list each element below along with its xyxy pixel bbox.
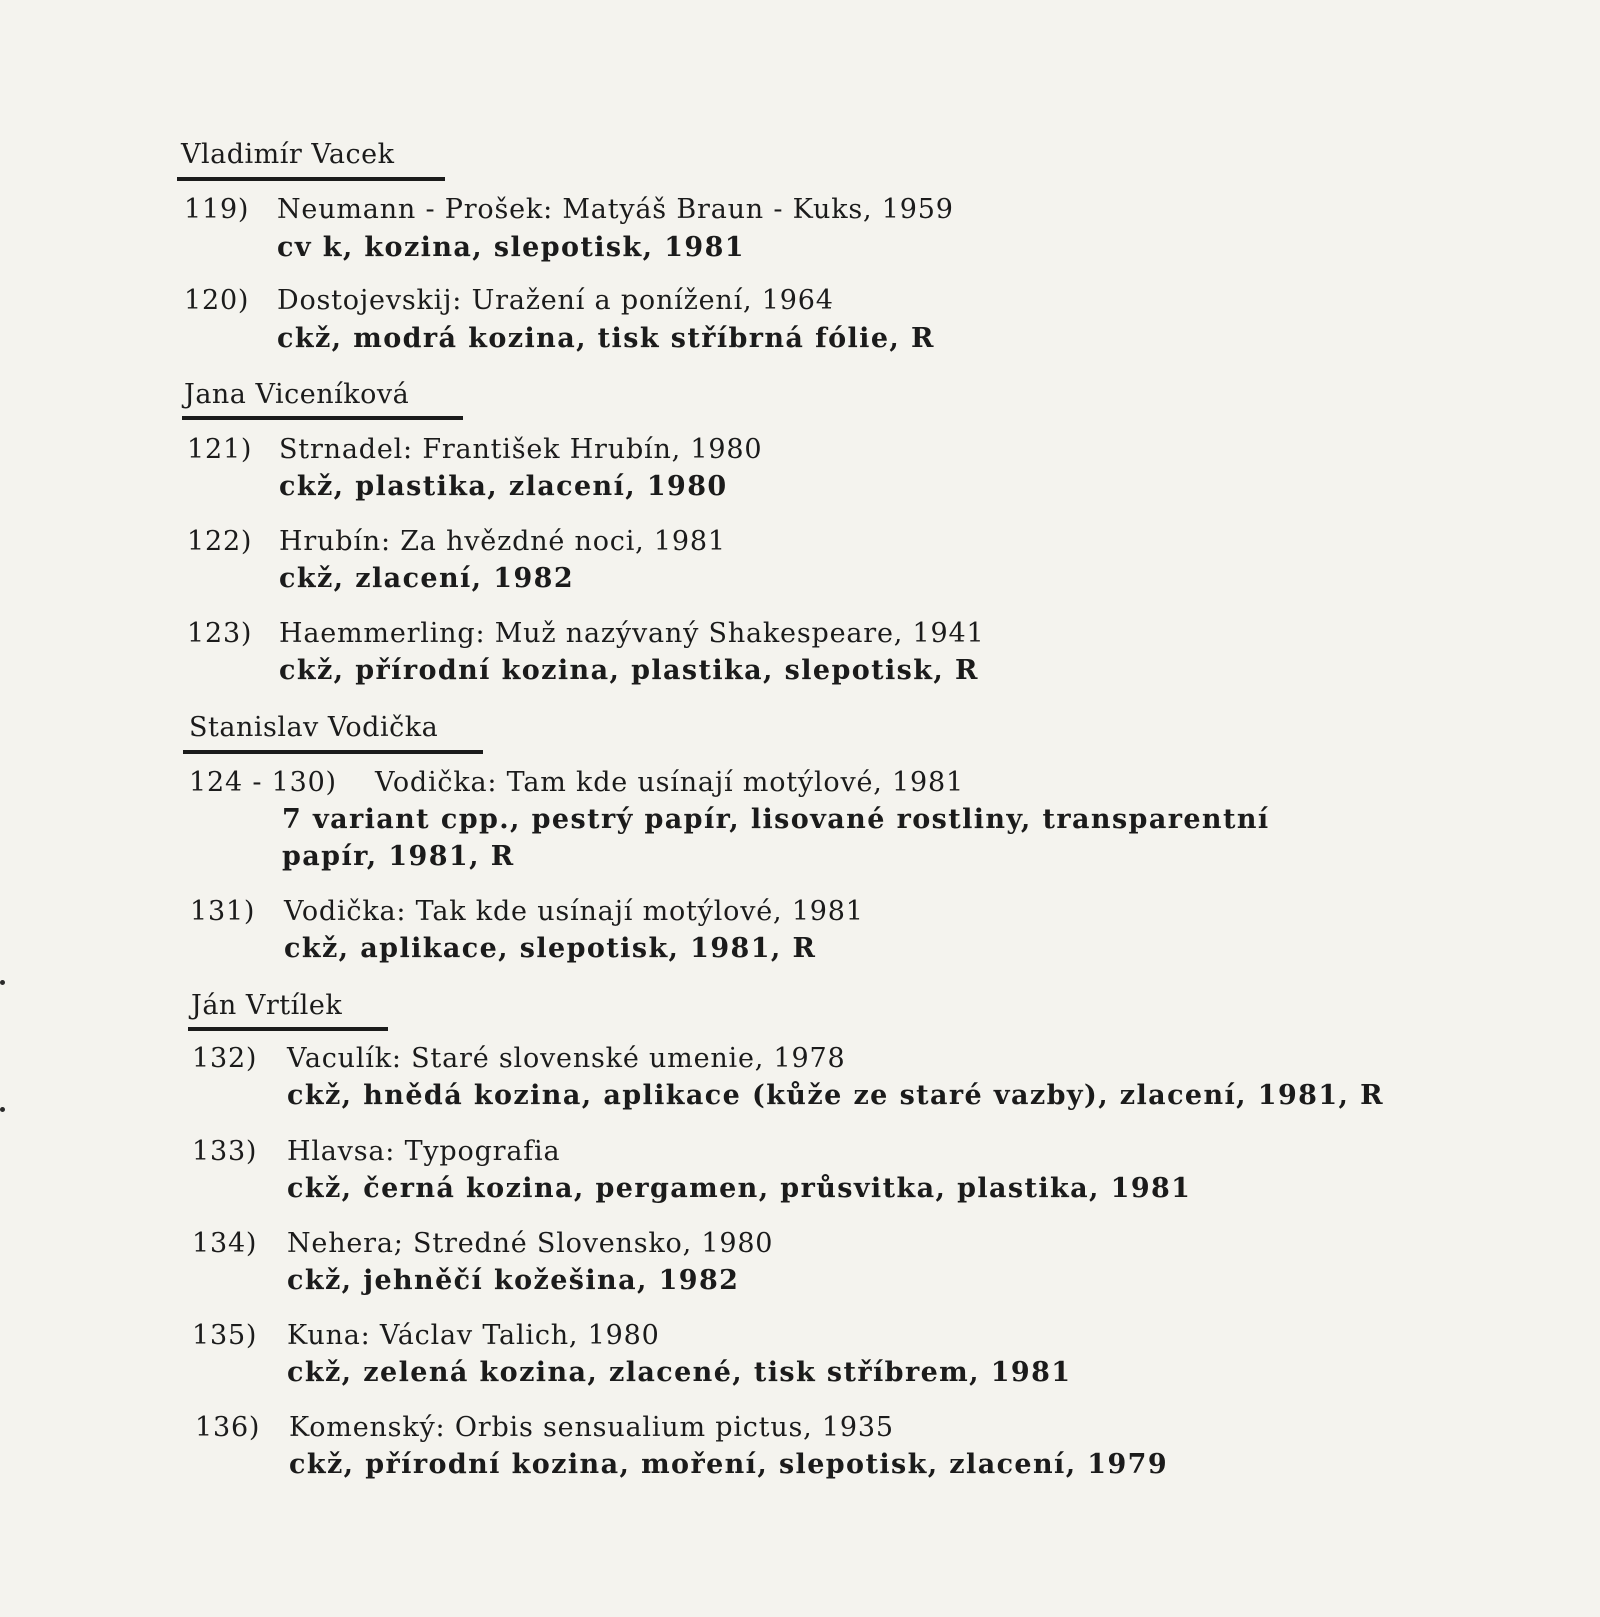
author-heading: Vladimír Vacek xyxy=(181,139,395,170)
entry-title: Nehera; Stredné Slovensko, 1980 xyxy=(287,1228,774,1259)
entry-detail: ckž, aplikace, slepotisk, 1981, R xyxy=(284,933,817,964)
entry-number: 122) xyxy=(187,526,253,557)
entry-title: Haemmerling: Muž nazývaný Shakespeare, 1941 xyxy=(279,618,985,649)
entry-number: 119) xyxy=(184,194,250,225)
author-underline xyxy=(188,1027,388,1031)
entry-detail: ckž, zelená kozina, zlacené, tisk stříbrem, 1981 xyxy=(287,1357,1072,1388)
binding-hole-mark xyxy=(0,1107,5,1112)
entry-title: Vodička: Tak kde usínají motýlové, 1981 xyxy=(284,896,864,927)
entry-number: 134) xyxy=(192,1228,258,1259)
entry-number: 123) xyxy=(187,618,253,649)
entry-detail: ckž, plastika, zlacení, 1980 xyxy=(279,471,728,502)
author-heading: Stanislav Vodička xyxy=(189,712,439,743)
entry-title: Hrubín: Za hvězdné noci, 1981 xyxy=(279,526,726,557)
author-underline xyxy=(177,177,445,181)
author-heading: Jana Viceníková xyxy=(184,379,410,410)
entry-title: Hlavsa: Typografia xyxy=(287,1136,561,1167)
entry-detail: 7 variant cpp., pestrý papír, lisované rostliny, transparentní xyxy=(282,804,1270,835)
entry-title: Kuna: Václav Talich, 1980 xyxy=(287,1320,660,1351)
entry-title: Dostojevskij: Uražení a ponížení, 1964 xyxy=(277,285,834,316)
entry-detail: ckž, přírodní kozina, plastika, slepotisk, R xyxy=(279,655,979,686)
entry-detail: ckž, přírodní kozina, moření, slepotisk, zlacení, 1979 xyxy=(289,1449,1169,1480)
entry-detail: ckž, hnědá kozina, aplikace (kůže ze staré vazby), zlacení, 1981, R xyxy=(287,1080,1384,1111)
entry-number: 120) xyxy=(184,285,250,316)
entry-number: 135) xyxy=(192,1320,258,1351)
entry-number: 124 - 130) xyxy=(189,767,337,798)
entry-title: Neumann - Prošek: Matyáš Braun - Kuks, 1959 xyxy=(277,194,954,225)
entry-number: 132) xyxy=(192,1043,258,1074)
entry-title: Vodička: Tam kde usínají motýlové, 1981 xyxy=(375,767,964,798)
entry-detail: ckž, jehněčí kožešina, 1982 xyxy=(287,1265,740,1296)
entry-title: Strnadel: František Hrubín, 1980 xyxy=(279,434,763,465)
entry-title: Komenský: Orbis sensualium pictus, 1935 xyxy=(289,1412,894,1443)
entry-number: 131) xyxy=(190,896,256,927)
entry-detail: ckž, zlacení, 1982 xyxy=(279,563,575,594)
entry-detail: papír, 1981, R xyxy=(282,841,515,872)
author-underline xyxy=(183,750,483,754)
entry-number: 136) xyxy=(195,1412,261,1443)
entry-number: 133) xyxy=(192,1136,258,1167)
binding-hole-mark xyxy=(0,980,5,985)
author-underline xyxy=(182,416,463,420)
entry-number: 121) xyxy=(187,434,253,465)
author-heading: Ján Vrtílek xyxy=(191,990,343,1021)
entry-detail: cv k, kozina, slepotisk, 1981 xyxy=(277,232,745,263)
entry-detail: ckž, modrá kozina, tisk stříbrná fólie, R xyxy=(277,323,935,354)
entry-detail: ckž, černá kozina, pergamen, průsvitka, plastika, 1981 xyxy=(287,1173,1192,1204)
entry-title: Vaculík: Staré slovenské umenie, 1978 xyxy=(287,1043,846,1074)
